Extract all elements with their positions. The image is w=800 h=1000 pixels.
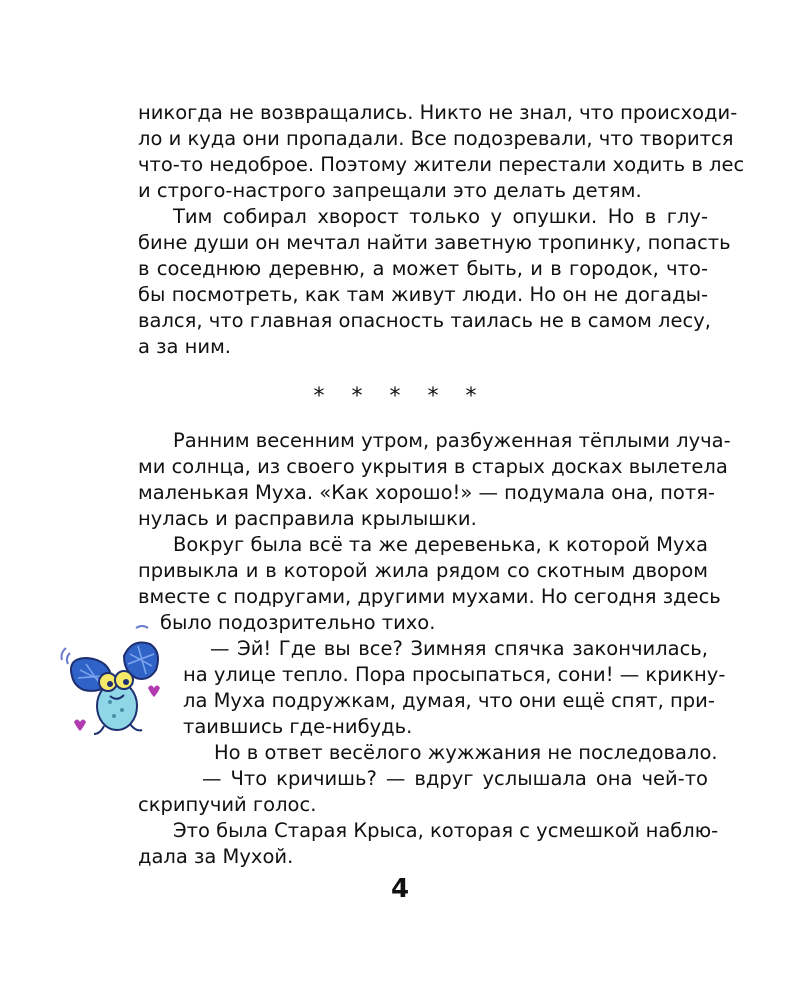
text-line: ми солнца, из своего укрытия в старых досках вылетела [138,455,728,478]
text-line: ла Муха подружкам, думая, что они ещё спят, при- [183,689,715,712]
text-line: — Что кричишь? — вдруг услышала она чей-то [202,767,708,790]
text-line: нулась и расправила крылышки. [138,507,477,530]
text-line: и строго-настрого запрещали это делать детям. [138,179,642,202]
text-line: в соседнюю деревню, а может быть, и в городок, что- [138,257,708,280]
text-line: привыкла и в которой жила рядом со скотным двором [138,559,708,582]
text-line: бине души он мечтал найти заветную тропинку, попасть [138,231,731,254]
text-line: Вокруг была всё та же деревенька, к которой Муха [173,533,708,556]
text-line: на улице тепло. Пора просыпаться, сони! — крикну- [183,663,726,686]
section-separator: * * * * * [313,384,487,409]
text-line: а за ним. [138,335,231,358]
text-line: — Эй! Где вы все? Зимняя спячка закончилась, [210,637,708,660]
text-line: Ранним весенним утром, разбуженная тёплыми луча- [173,429,731,452]
text-line: никогда не возвращались. Никто не знал, что происходи- [138,101,738,124]
text-line: Это была Старая Крыса, которая с усмешкой наблю- [173,819,719,842]
text-line: вместе с подругами, другими мухами. Но сегодня здесь [138,585,721,608]
text-line: бы посмотреть, как там живут люди. Но он не догады- [138,283,708,306]
text-line: ло и куда они пропадали. Все подозревали, что творится [138,127,734,150]
text-line: таившись где-нибудь. [183,715,413,738]
text-line: маленькая Муха. «Как хорошо!» — подумала она, потя- [138,481,715,504]
text-line: что-то недоброе. Поэтому жители перестали ходить в лес [138,153,745,176]
text-line: скрипучий голос. [138,793,317,816]
page-number: 4 [390,874,410,904]
text-line: было подозрительно тихо. [160,611,436,634]
text-line: вался, что главная опасность таилась не в самом лесу, [138,309,711,332]
text-line: Тим собирал хворост только у опушки. Но в глу- [173,205,708,228]
text-line: Но в ответ весёлого жужжания не последовало. [214,741,718,764]
fly-illustration [52,618,172,743]
text-line: дала за Мухой. [138,845,294,868]
